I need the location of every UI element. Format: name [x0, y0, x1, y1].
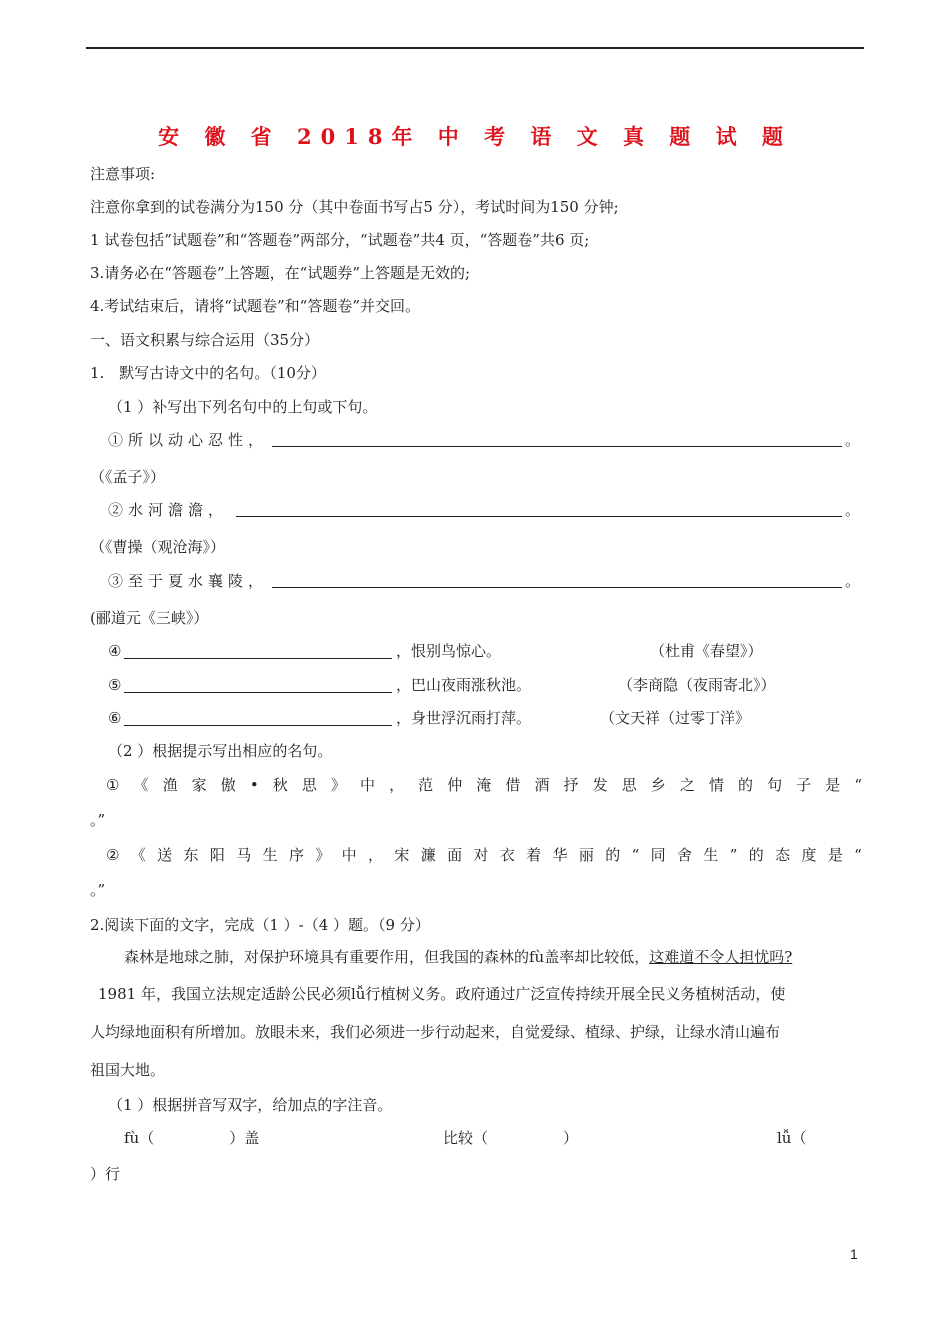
- char: 面: [447, 846, 463, 864]
- char: 之: [679, 776, 695, 794]
- char: 》: [330, 776, 346, 794]
- header-rule: [86, 47, 864, 49]
- char: 同: [650, 846, 666, 864]
- char: 乡: [650, 776, 666, 794]
- char: 借: [505, 776, 521, 794]
- question-1-part-2: （2 ）根据提示写出相应的名句。: [108, 742, 333, 760]
- item-6-text: ，身世浮沉雨打萍。: [396, 709, 532, 727]
- item-2-prompt: ②水河澹澹，: [108, 501, 229, 519]
- char: 中: [341, 846, 357, 864]
- notice-1: 注意你拿到的试卷满分为150 分（其中卷面书写占5 分），考试时间为150 分钟;: [90, 198, 619, 216]
- sub-question-2-end: 。”: [90, 881, 106, 899]
- item-5-text: ，巴山夜雨涨秋池。: [396, 676, 532, 694]
- char: 对: [473, 846, 489, 864]
- notice-3: 3.请务必在“答题卷”上答题，在“试题券”上答题是无效的;: [90, 264, 471, 282]
- char: 范: [418, 776, 434, 794]
- answer-line-5[interactable]: [124, 692, 392, 693]
- char: 抒: [563, 776, 579, 794]
- char: “: [854, 846, 862, 864]
- char: 句: [767, 776, 783, 794]
- char: “: [854, 776, 862, 794]
- char: ，: [389, 776, 405, 794]
- char: 华: [552, 846, 568, 864]
- char: 仲: [447, 776, 463, 794]
- item-2-period: 。: [845, 501, 861, 519]
- item-4-source: （杜甫《春望》）: [650, 642, 763, 660]
- item-3-prompt: ③至于夏水襄陵，: [108, 572, 269, 590]
- char: 生: [262, 846, 278, 864]
- char: 态: [775, 846, 791, 864]
- char: ①: [106, 776, 120, 794]
- item-6-number: ⑥: [108, 709, 122, 727]
- char: 的: [738, 776, 754, 794]
- item-5-number: ⑤: [108, 676, 122, 694]
- section-heading: 一、语文积累与综合运用（35分）: [90, 331, 320, 349]
- pinyin-blank-1: fù（ ）盖: [124, 1129, 260, 1147]
- char: 马: [236, 846, 252, 864]
- item-5-source: （李商隐（夜雨寄北》）: [618, 676, 776, 694]
- char: 阳: [209, 846, 225, 864]
- char: 的: [748, 846, 764, 864]
- char: 衣: [499, 846, 515, 864]
- char: ，: [368, 846, 384, 864]
- char: 《: [133, 776, 149, 794]
- answer-line-3[interactable]: [272, 587, 842, 588]
- question-2-part-1: （1 ）根据拼音写双字，给加点的字注音。: [108, 1096, 393, 1114]
- char: •: [249, 776, 259, 794]
- char: 家: [191, 776, 207, 794]
- item-4-number: ④: [108, 642, 122, 660]
- item-1-source: （《孟子》）: [90, 468, 166, 486]
- char: 序: [288, 846, 304, 864]
- char: 宋: [394, 846, 410, 864]
- notice-2: 1 试卷包括”试题卷”和“答题卷”两部分，“试题卷”共4 页，“答题卷”共6 页;: [90, 231, 590, 249]
- char: 淹: [476, 776, 492, 794]
- char: 思: [621, 776, 637, 794]
- passage-line-3: 人均绿地面积有所增加。放眼未来，我们必须进一步行动起来，自觉爱绿、植绿、护绿，让绿水清山遍布: [90, 1023, 781, 1041]
- question-2: 2.阅读下面的文字，完成（1 ）-（4 ）题。（9 分）: [90, 916, 430, 934]
- char: 思: [301, 776, 317, 794]
- char: 生: [703, 846, 719, 864]
- item-2-source: （《曹操（观沧海》）: [90, 538, 226, 556]
- question-1-part-1: （1 ）补写出下列名句中的上句或下句。: [108, 398, 378, 416]
- notice-4: 4.考试结束后，请将“试题卷”和“答题卷”并交回。: [90, 297, 420, 315]
- char: 渔: [162, 776, 178, 794]
- underlined-sentence: 这难道不令人担忧吗?: [649, 948, 793, 966]
- passage-line-1: [124, 947, 792, 967]
- char: 是: [827, 846, 843, 864]
- char: 《: [130, 846, 146, 864]
- answer-line-4[interactable]: [124, 658, 392, 659]
- char: 送: [157, 846, 173, 864]
- pinyin-blank-2: 比较（ ）: [443, 1129, 579, 1147]
- char: 度: [801, 846, 817, 864]
- char: 的: [605, 846, 621, 864]
- answer-line-6[interactable]: [124, 725, 392, 726]
- page-number: 1: [850, 1246, 858, 1262]
- item-3-period: 。: [845, 572, 861, 590]
- item-6-source: （文天祥（过零丁洋》: [600, 709, 751, 727]
- passage-line-1-text: 森林是地球之肺，对保护环境具有重要作用，但我国的森林的fù盖率却比较低，: [124, 948, 650, 966]
- answer-line-2[interactable]: [236, 516, 842, 517]
- item-1-period: 。: [845, 431, 861, 449]
- char: 傲: [220, 776, 236, 794]
- sub-question-2: [106, 845, 862, 865]
- sub-question-1: [106, 775, 862, 795]
- answer-line-1[interactable]: [272, 446, 842, 447]
- page-title: 安 徽 省 2018年 中 考 语 文 真 题 试 题: [158, 124, 792, 149]
- char: 酒: [534, 776, 550, 794]
- sub-question-1-end: 。”: [90, 811, 106, 829]
- pinyin-blank-3-end: ）行: [90, 1165, 121, 1183]
- pinyin-blank-3: lǚ（: [777, 1129, 807, 1147]
- char: 中: [359, 776, 375, 794]
- char: 丽: [578, 846, 594, 864]
- passage-line-2: 1981 年，我国立法规定适龄公民必须lǚ行植树义务。政府通过广泛宣传持续开展全民义务植树活动，使: [98, 985, 786, 1003]
- char: 着: [526, 846, 542, 864]
- char: “: [631, 846, 640, 864]
- item-3-source: (郦道元《三峡》）: [90, 609, 209, 627]
- item-4-text: ，恨别鸟惊心。: [396, 642, 502, 660]
- notice-heading: 注意事项:: [90, 165, 156, 183]
- char: 濂: [420, 846, 436, 864]
- char: 秋: [272, 776, 288, 794]
- item-1-prompt: ①所以动心忍性，: [108, 431, 269, 449]
- question-1: 1. 默写古诗文中的名句。（10分）: [90, 364, 326, 382]
- char: 子: [796, 776, 812, 794]
- char: 》: [315, 846, 331, 864]
- char: 发: [592, 776, 608, 794]
- char: 舍: [677, 846, 693, 864]
- char: 是: [825, 776, 841, 794]
- char: 东: [183, 846, 199, 864]
- char: ”: [729, 846, 738, 864]
- char: 情: [708, 776, 724, 794]
- char: ②: [106, 846, 120, 864]
- passage-line-4: 祖国大地。: [90, 1061, 166, 1079]
